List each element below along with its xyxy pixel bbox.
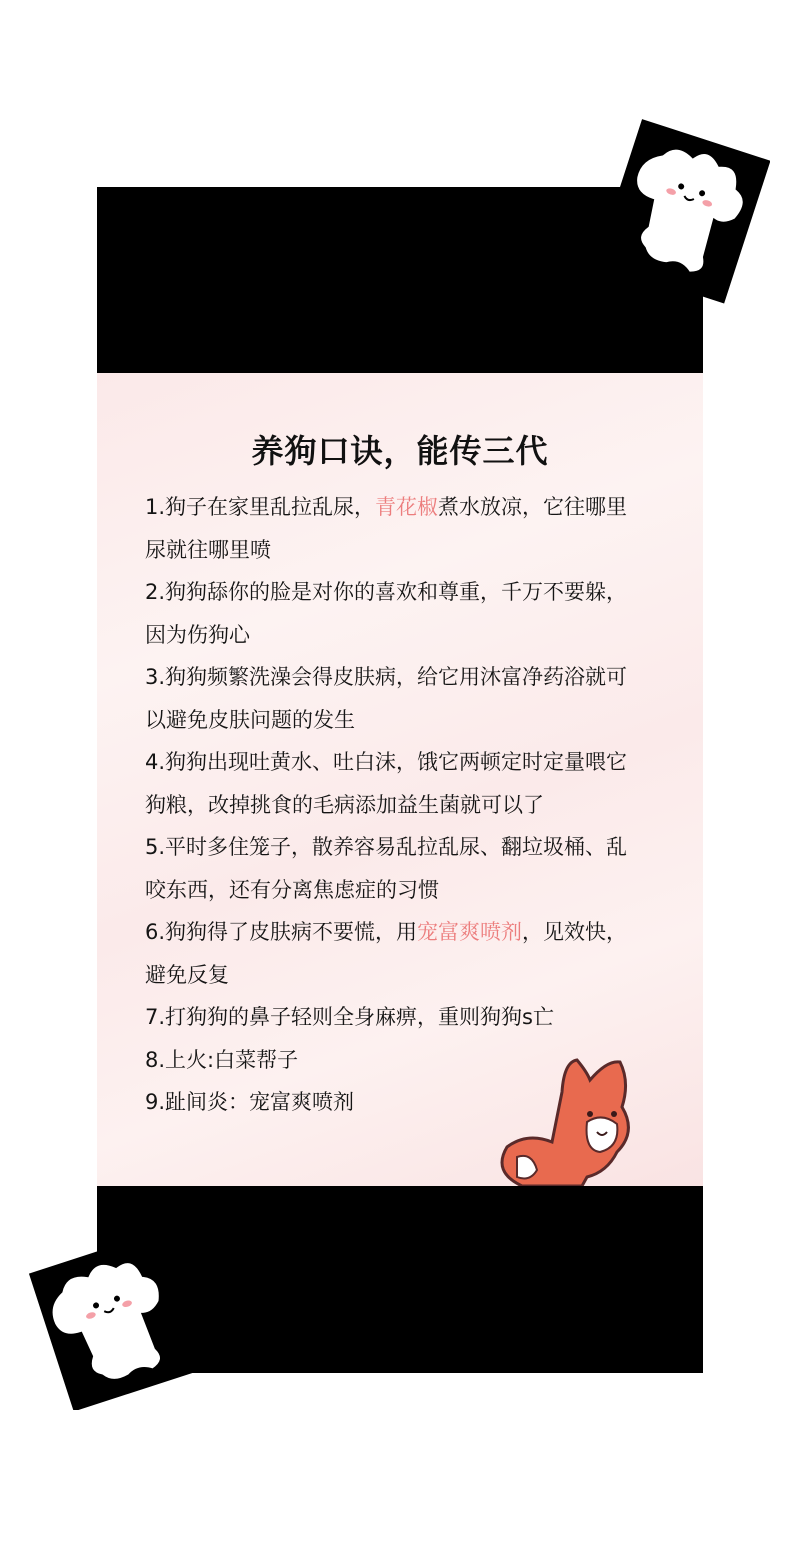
list-item: [145, 656, 639, 741]
item-text: 3.狗狗频繁洗澡会得皮肤病，给它用沐富净药浴就可以避免皮肤问题的发生: [145, 665, 628, 732]
list-item: [145, 571, 639, 656]
item-text: ，见效快，避免反复: [145, 920, 628, 987]
list-item: [145, 996, 639, 1039]
list-item: [145, 486, 639, 571]
highlight-text: 宠富爽喷剂: [417, 920, 523, 944]
item-text: 2.狗狗舔你的脸是对你的喜欢和尊重，千万不要躲，因为伤狗心: [145, 580, 628, 647]
item-text: 8.上火:白菜帮子: [145, 1047, 299, 1072]
page-title: 养狗口诀，能传三代: [251, 432, 549, 470]
list-item: [145, 911, 639, 996]
item-text: 4.狗狗出现吐黄水、吐白沫，饿它两顿定时定量喂它狗粮，改掉挑食的毛病添加益生菌就可以了: [145, 750, 628, 817]
shiba-dog-icon: [492, 1052, 637, 1186]
list-item: [145, 741, 639, 826]
dog-sticker-icon: [28, 1235, 198, 1410]
dog-sticker-icon: [595, 118, 770, 308]
item-text: 5.平时多住笼子，散养容易乱拉乱尿、翻垃圾桶、乱咬东西，还有分离焦虑症的习惯: [145, 835, 628, 902]
item-text: 1.狗子在家里乱拉乱尿，: [145, 495, 376, 519]
item-text: 9.趾间炎：宠富爽喷剂: [145, 1090, 355, 1114]
tips-list: [145, 486, 639, 1124]
item-text: 7.打狗狗的鼻子轻则全身麻痹，重则狗狗s亡: [145, 1005, 554, 1029]
list-item: [145, 826, 639, 911]
highlight-text: 青花椒: [375, 495, 439, 519]
item-text: 6.狗狗得了皮肤病不要慌，用: [145, 920, 418, 944]
item-text: 煮水放凉，它往哪里尿就往哪里喷: [145, 495, 628, 562]
